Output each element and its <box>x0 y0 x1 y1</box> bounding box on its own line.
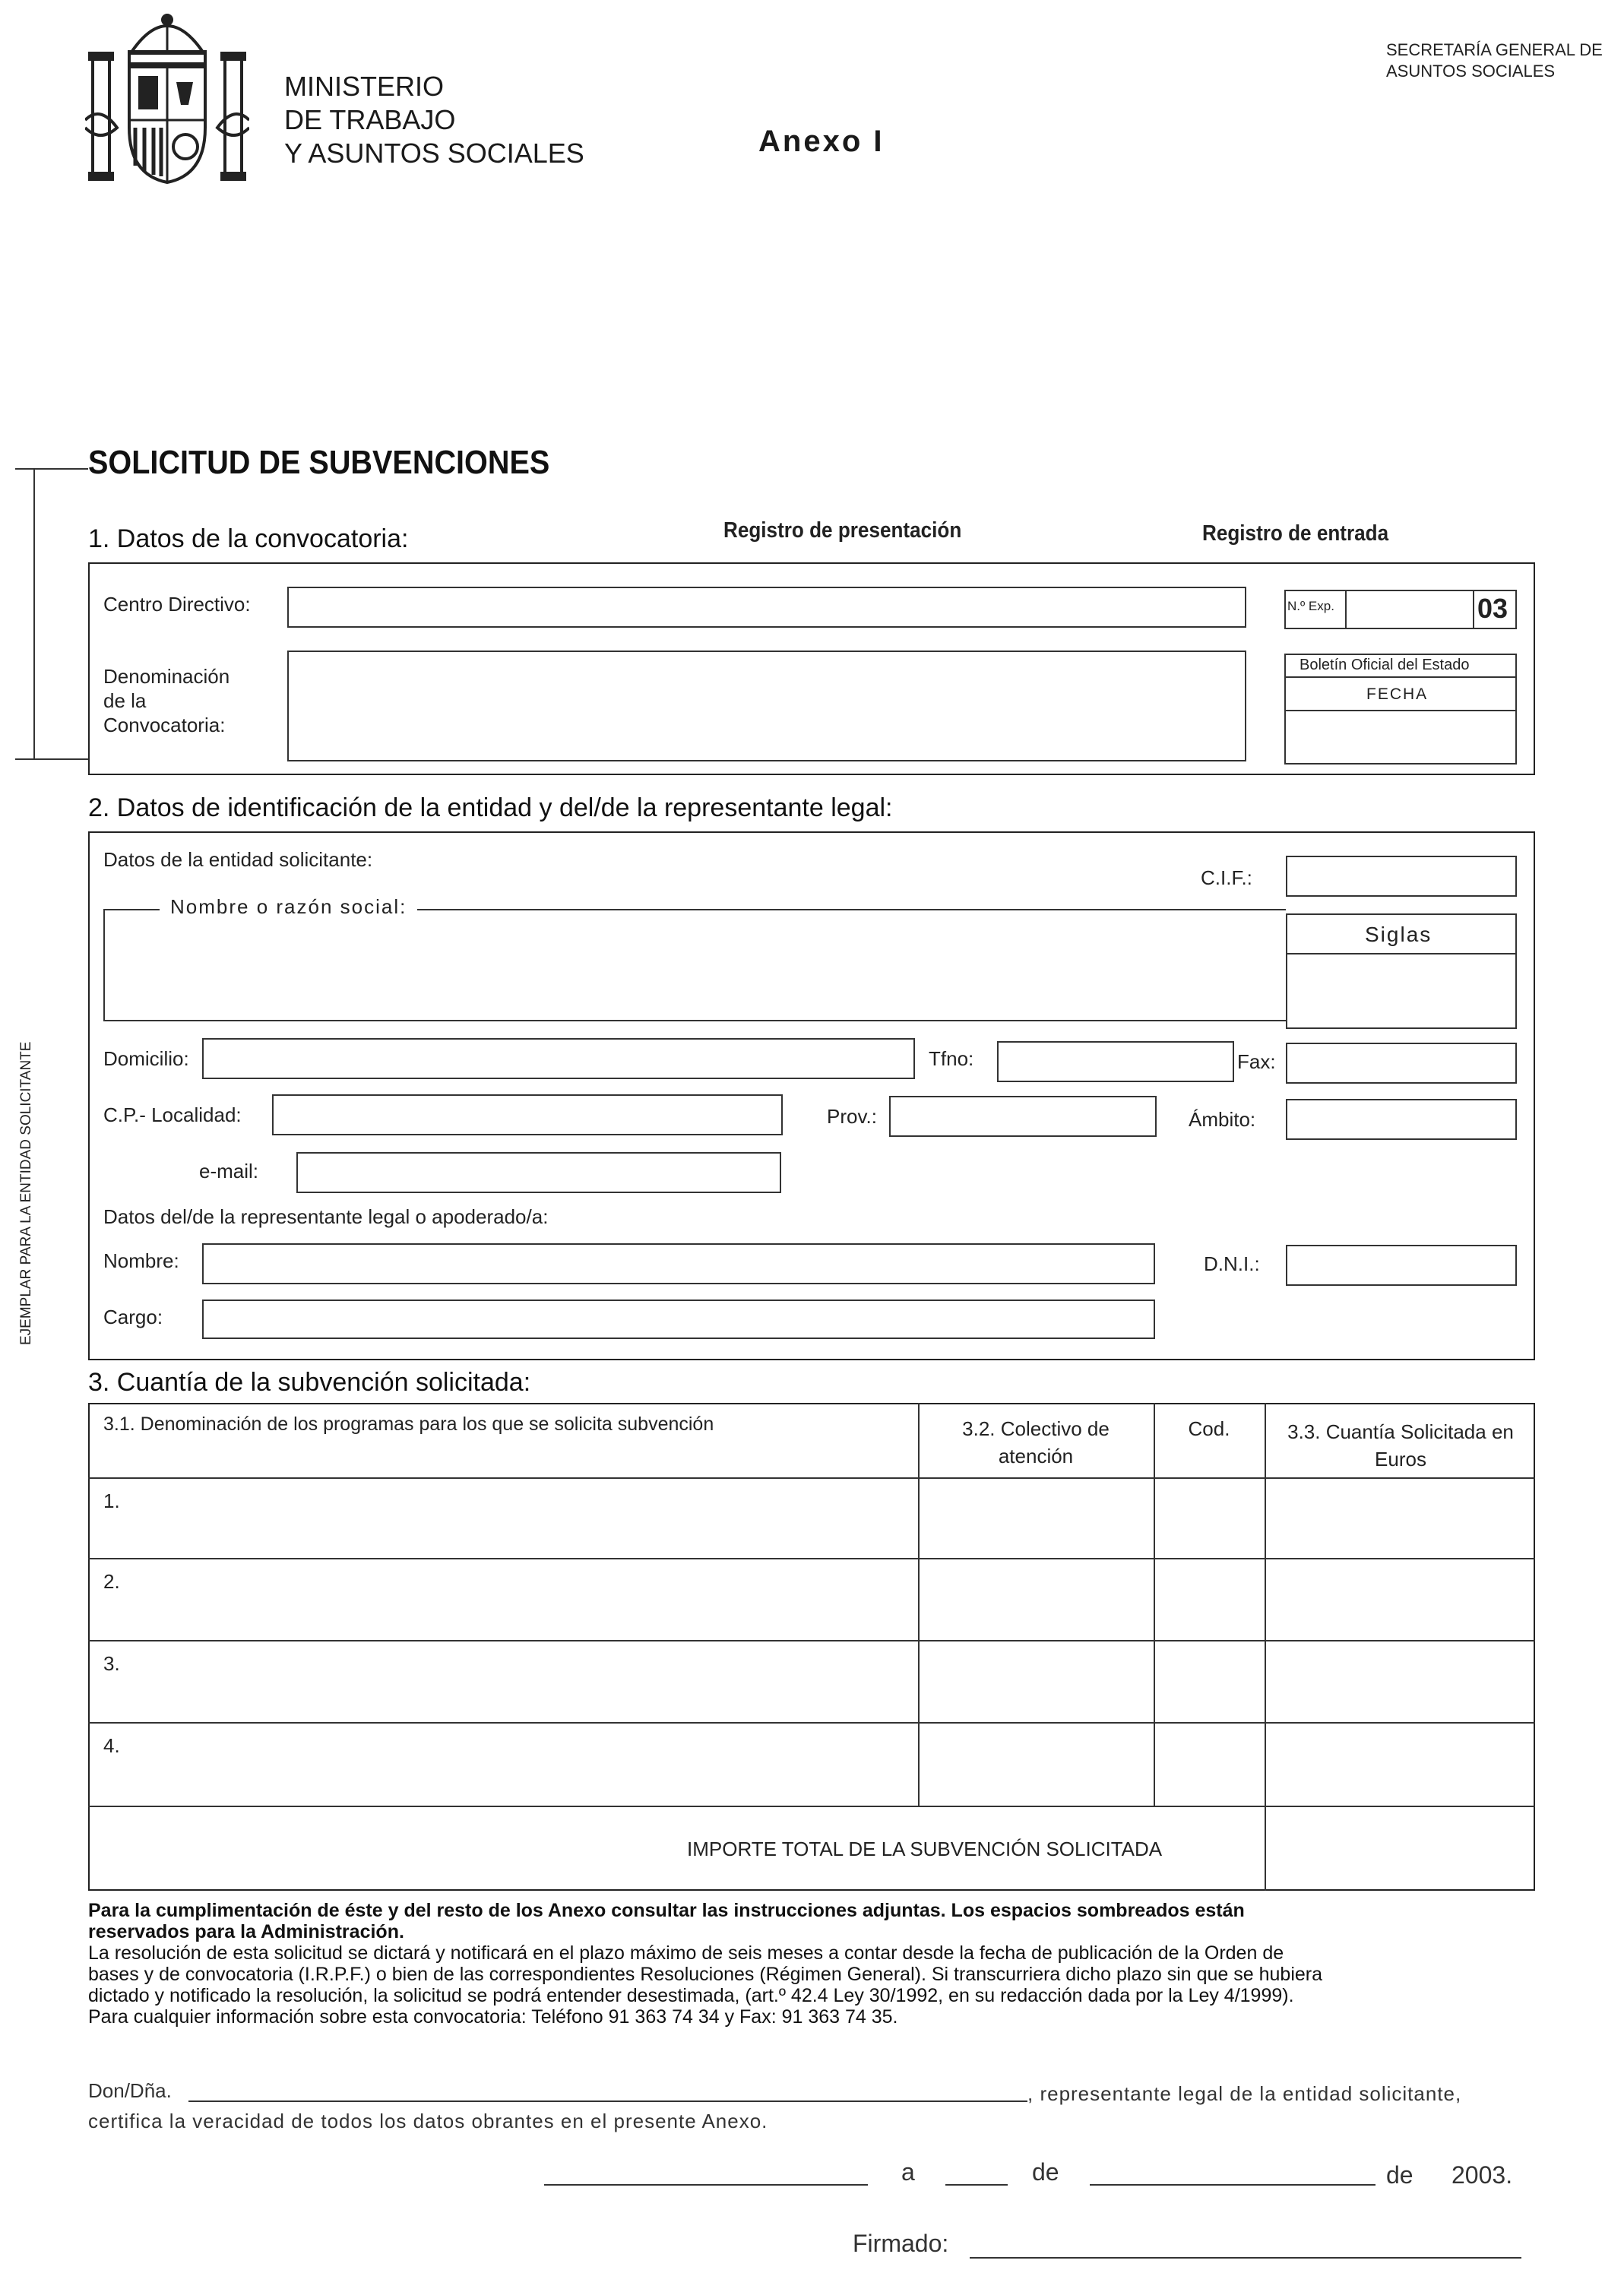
annex-title: Anexo I <box>758 125 885 158</box>
dni-label: D.N.I.: <box>1204 1252 1260 1275</box>
contact-line: Para cualquier información sobre esta convocatoria: Teléfono 91 363 74 34 y Fax: 91 363 74 35. <box>88 2006 898 2028</box>
fax-label: Fax: <box>1237 1050 1276 1073</box>
centro-directivo-field[interactable] <box>287 587 1246 628</box>
siglas-label: Siglas <box>1365 923 1432 946</box>
don-name-line[interactable] <box>188 2100 1027 2102</box>
col-header-colectivo-line-1: 3.2. Colectivo de <box>962 1417 1110 1440</box>
table-row-2-number: 2. <box>103 1570 120 1593</box>
nombre-field[interactable] <box>202 1243 1155 1284</box>
de-label-2: de <box>1386 2161 1413 2189</box>
firmado-label: Firmado: <box>853 2230 949 2257</box>
form-title: SOLICITUD DE SUBVENCIONES <box>88 444 550 481</box>
denominacion-label <box>103 664 230 737</box>
domicilio-label: Domicilio: <box>103 1047 189 1070</box>
ministry-name <box>284 70 584 170</box>
ministry-line-2: DE TRABAJO <box>284 104 456 135</box>
denominacion-field[interactable] <box>287 651 1246 761</box>
a-label: a <box>901 2158 915 2186</box>
nexp-code: 03 <box>1477 593 1508 624</box>
instructions-bold-line-2: reservados para la Administración. <box>88 1921 404 1942</box>
resolution-line-1: La resolución de esta solicitud se dictará y notificará en el plazo máximo de seis meses a contar desde la fecha de publicación de la Orden de <box>88 1942 1284 1964</box>
boe-label: Boletín Oficial del Estado <box>1300 657 1470 673</box>
table-row-3[interactable] <box>90 1641 1534 1721</box>
domicilio-field[interactable] <box>202 1038 915 1079</box>
cp-localidad-label: C.P.- Localidad: <box>103 1103 242 1126</box>
ministry-line-3: Y ASUNTOS SOCIALES <box>284 138 584 169</box>
cif-field[interactable] <box>1286 856 1517 897</box>
table-row-4-number: 4. <box>103 1734 120 1757</box>
day-line[interactable] <box>945 2184 1008 2186</box>
dni-field[interactable] <box>1286 1245 1517 1286</box>
ambito-label: Ámbito: <box>1189 1108 1256 1131</box>
resolution-line-3: dictado y notificado la resolución, la solicitud se podrá entender desestimada, (art.º 42.4 Ley 30/1992, en su redacción dada por la Ley 4/1999). <box>88 1985 1294 2006</box>
section3-title: 3. Cuantía de la subvención solicitada: <box>88 1368 531 1397</box>
denominacion-label-line-2: de la <box>103 689 147 712</box>
don-label: Don/Dña. <box>88 2079 172 2102</box>
month-line[interactable] <box>1090 2184 1375 2186</box>
nexp-divider <box>1345 590 1347 629</box>
side-bracket <box>15 468 88 760</box>
nombre-razon-fieldset[interactable] <box>103 909 1286 1021</box>
secretaria-line-2: ASUNTOS SOCIALES <box>1386 62 1556 81</box>
table-row-4[interactable] <box>90 1724 1534 1804</box>
prov-label: Prov.: <box>827 1105 877 1128</box>
coat-of-arms-logo <box>85 6 249 188</box>
ambito-field[interactable] <box>1286 1099 1517 1140</box>
representante-text: , representante legal de la entidad solicitante, <box>1027 2082 1462 2105</box>
ministry-line-1: MINISTERIO <box>284 71 445 102</box>
cargo-field[interactable] <box>202 1300 1155 1339</box>
prov-field[interactable] <box>889 1096 1157 1137</box>
centro-directivo-label: Centro Directivo: <box>103 593 251 616</box>
section2-title: 2. Datos de identificación de la entidad y del/de la representante legal: <box>88 793 893 822</box>
cargo-label: Cargo: <box>103 1306 163 1328</box>
tfno-label: Tfno: <box>929 1047 974 1070</box>
de-label-1: de <box>1032 2158 1059 2186</box>
denominacion-label-line-3: Convocatoria: <box>103 714 226 736</box>
nexp-label: N.º Exp. <box>1287 599 1334 613</box>
registro-presentacion-label: Registro de presentación <box>723 518 962 543</box>
secretaria-line-1: SECRETARÍA GENERAL DE <box>1386 40 1603 59</box>
col-header-colectivo-line-2: atención <box>998 1445 1074 1467</box>
table-row-1-number: 1. <box>103 1489 120 1512</box>
side-note: EJEMPLAR PARA LA ENTIDAD SOLICITANTE <box>18 1041 34 1345</box>
col-header-cuantia-line-2: Euros <box>1375 1448 1426 1470</box>
col-header-cuantia-line-1: 3.3. Cuantía Solicitada en <box>1287 1420 1514 1443</box>
registro-entrada-label: Registro de entrada <box>1202 521 1389 546</box>
total-label: IMPORTE TOTAL DE LA SUBVENCIÓN SOLICITADA <box>687 1838 1163 1860</box>
nexp-code-divider <box>1473 590 1474 629</box>
nombre-razon-label: Nombre o razón social: <box>160 895 417 919</box>
secretaria-heading <box>1386 40 1603 82</box>
table-row-2[interactable] <box>90 1559 1534 1638</box>
siglas-divider <box>1286 953 1517 954</box>
col-header-programs: 3.1. Denominación de los programas para los que se solicita subvención <box>103 1414 714 1435</box>
boe-divider-1 <box>1284 676 1517 678</box>
section1-title: 1. Datos de la convocatoria: <box>88 524 409 553</box>
instructions-bold-line-1: Para la cumplimentación de éste y del resto de los Anexo consultar las instrucciones adjuntas. Los espacios sombreados están <box>88 1900 1245 1921</box>
fecha-field[interactable] <box>1286 711 1515 763</box>
col-header-cod: Cod. <box>1188 1417 1230 1440</box>
email-field[interactable] <box>296 1152 781 1193</box>
certifica-text: certifica la veracidad de todos los datos obrantes en el presente Anexo. <box>88 2110 768 2132</box>
nombre-label: Nombre: <box>103 1249 179 1272</box>
col-header-cuantia <box>1266 1418 1535 1473</box>
cp-localidad-field[interactable] <box>272 1094 783 1135</box>
entity-heading: Datos de la entidad solicitante: <box>103 848 373 871</box>
tfno-field[interactable] <box>997 1041 1234 1082</box>
year-text: 2003. <box>1451 2161 1513 2189</box>
signature-line[interactable] <box>970 2257 1521 2259</box>
fecha-label: FECHA <box>1366 685 1429 703</box>
table-row-3-number: 3. <box>103 1652 120 1675</box>
denominacion-label-line-1: Denominación <box>103 665 230 688</box>
email-label: e-mail: <box>199 1160 259 1182</box>
cif-label: C.I.F.: <box>1201 866 1252 889</box>
instructions-note <box>88 1900 1540 2028</box>
resolution-line-2: bases y de convocatoria (I.R.P.F.) o bien de las correspondientes Resoluciones (Régimen General). Si transcurriera dicho plazo sin que se hubiera <box>88 1964 1323 1985</box>
rep-heading: Datos del/de la representante legal o apoderado/a: <box>103 1205 549 1228</box>
fax-field[interactable] <box>1286 1043 1517 1084</box>
place-line[interactable] <box>544 2184 868 2186</box>
total-amount-field[interactable] <box>1266 1807 1534 1889</box>
table-row-1[interactable] <box>90 1479 1534 1556</box>
col-header-colectivo <box>920 1415 1152 1470</box>
